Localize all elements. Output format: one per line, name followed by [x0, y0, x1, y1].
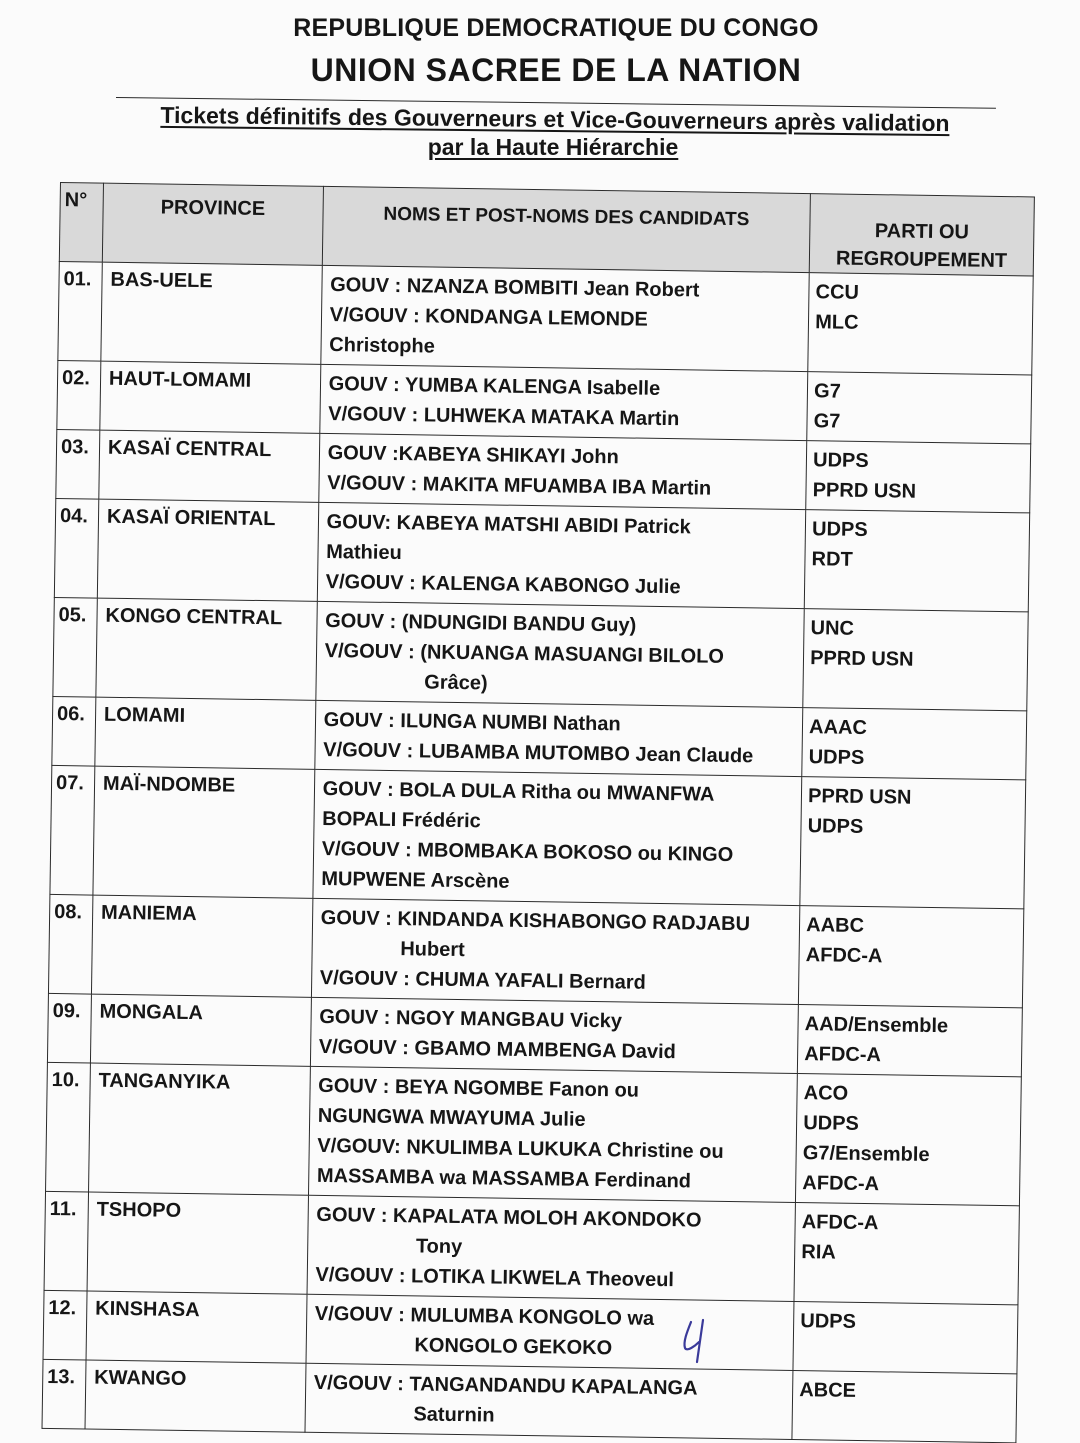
party-entry: CCU	[815, 281, 860, 304]
candidate-line: V/GOUV : CHUMA YAFALI Bernard	[319, 966, 646, 994]
party-entry: MLC	[814, 311, 859, 334]
row-number: 13.	[42, 1359, 86, 1429]
row-province: TSHOPO	[87, 1192, 308, 1294]
row-number: 12.	[43, 1290, 87, 1360]
candidate-line: Tony	[415, 1235, 463, 1259]
row-parties	[793, 1302, 1018, 1374]
candidate-line: V/GOUV : MBOMBAKA BOKOSO ou KINGO	[321, 837, 734, 867]
header-names: NOMS ET POST-NOMS DES CANDIDATS	[322, 186, 811, 272]
candidate-line: V/GOUV : GBAMO MAMBENGA David	[318, 1035, 677, 1064]
row-candidates	[305, 1363, 793, 1439]
party-entry: UDPS	[812, 449, 869, 473]
party-entry: ABCE	[799, 1379, 857, 1402]
table-body	[42, 261, 1033, 1442]
row-candidates	[310, 997, 798, 1073]
party-entry: AFDC-A	[804, 1043, 882, 1067]
party-entry: PPRD USN	[807, 785, 912, 809]
row-parties	[798, 1005, 1023, 1077]
row-number: 04.	[54, 498, 98, 598]
candidate-line: GOUV : NZANZA BOMBITI Jean Robert	[329, 274, 700, 302]
party-entry: G7	[813, 410, 841, 433]
subtitle-line-2: par la Haute Hiérarchie	[427, 134, 679, 160]
table-row	[46, 1062, 1022, 1205]
row-province: KWANGO	[85, 1360, 306, 1432]
row-number: 08.	[48, 894, 92, 994]
row-parties	[807, 372, 1032, 444]
row-province: KONGO CENTRAL	[96, 598, 317, 700]
party-entry: AFDC-A	[802, 1172, 880, 1196]
candidate-line: GOUV :KABEYA SHIKAYI John	[327, 442, 619, 469]
candidate-line: Christophe	[329, 334, 435, 358]
candidate-line: V/GOUV: NKULIMBA LUKUKA Christine ou	[317, 1134, 724, 1163]
row-number: 03.	[56, 429, 100, 499]
row-parties	[794, 1203, 1019, 1305]
party-entry: ACO	[803, 1082, 849, 1105]
row-candidates	[306, 1294, 794, 1370]
row-candidates	[319, 364, 807, 440]
row-province: KINSHASA	[86, 1291, 307, 1363]
candidate-line: GOUV : KINDANDA KISHABONGO RADJABU	[320, 906, 751, 936]
row-parties	[806, 441, 1031, 513]
row-parties	[799, 906, 1024, 1008]
row-province: MANIEMA	[91, 895, 312, 997]
row-number: 06.	[52, 696, 96, 766]
header-party-line-1: PARTI OU	[874, 220, 970, 244]
party-entry: G7/Ensemble	[802, 1142, 930, 1167]
candidate-line: KONGOLO GEKOKO	[414, 1334, 613, 1360]
party-entry: AAD/Ensemble	[804, 1013, 949, 1038]
party-entry: AFDC-A	[805, 944, 883, 968]
candidate-line: Saturnin	[413, 1403, 495, 1427]
candidate-line: V/GOUV : MAKITA MFUAMBA IBA Martin	[327, 471, 712, 500]
candidate-line: GOUV : BOLA DULA Ritha ou MWANFWA	[322, 777, 715, 806]
candidate-line: NGUNGWA MWAYUMA Julie	[317, 1104, 586, 1131]
row-parties	[802, 708, 1027, 780]
candidate-line: MASSAMBA wa MASSAMBA Ferdinand	[316, 1164, 692, 1193]
row-province: KASAÏ ORIENTAL	[97, 499, 318, 601]
candidate-line: V/GOUV : KALENGA KABONGO Julie	[325, 570, 681, 599]
row-parties	[808, 273, 1033, 375]
table-row	[44, 1191, 1019, 1304]
table-row	[42, 1359, 1017, 1442]
row-province: HAUT-LOMAMI	[100, 361, 321, 433]
table-row	[58, 261, 1033, 374]
candidate-line: BOPALI Frédéric	[322, 807, 481, 833]
table-row	[48, 894, 1023, 1007]
row-candidates	[314, 700, 802, 776]
row-number: 11.	[44, 1191, 88, 1291]
tickets-table	[42, 182, 1035, 1443]
row-candidates	[311, 898, 800, 1004]
party-entry: AABC	[806, 914, 865, 938]
party-entry: UNC	[810, 617, 855, 640]
candidate-line: V/GOUV : TANGANDANDU KAPALANGA	[313, 1371, 698, 1400]
row-parties	[792, 1371, 1017, 1443]
row-province: TANGANYIKA	[88, 1063, 310, 1195]
party-entry: PPRD USN	[812, 479, 917, 503]
header-party	[809, 194, 1034, 276]
candidate-line: Mathieu	[326, 540, 402, 565]
candidate-line: GOUV : ILUNGA NUMBI Nathan	[323, 708, 621, 736]
party-entry: UDPS	[800, 1310, 857, 1333]
party-entry: UDPS	[811, 518, 868, 542]
row-number: 09.	[47, 993, 91, 1063]
signature-initial-icon	[677, 1318, 717, 1366]
header-province: PROVINCE	[102, 183, 323, 265]
row-candidates	[308, 1066, 797, 1202]
candidate-line: Hubert	[400, 938, 465, 962]
country-title: REPUBLIQUE DEMOCRATIQUE DU CONGO	[293, 14, 819, 42]
candidate-line: Grâce)	[424, 671, 488, 695]
candidate-line: V/GOUV : LUBAMBA MUTOMBO Jean Claude	[323, 738, 754, 768]
candidate-line: GOUV : NGOY MANGBAU Vicky	[319, 1005, 623, 1033]
table-row	[54, 498, 1029, 611]
party-entry: UDPS	[807, 815, 864, 838]
row-candidates	[320, 265, 809, 371]
row-number: 01.	[58, 261, 102, 361]
row-candidates	[313, 769, 802, 905]
coalition-title: UNION SACREE DE LA NATION	[310, 52, 802, 88]
row-candidates	[307, 1195, 796, 1301]
tickets-table-container	[43, 182, 1035, 1427]
header-num: N°	[59, 183, 103, 263]
row-number: 07.	[50, 765, 95, 895]
table-header-row	[59, 183, 1034, 276]
row-parties	[804, 510, 1029, 612]
candidate-line: V/GOUV : (NKUANGA MASUANGI BILOLO	[324, 639, 725, 668]
row-parties	[796, 1074, 1022, 1206]
party-entry: AFDC-A	[801, 1211, 879, 1235]
candidate-line: GOUV : YUMBA KALENGA Isabelle	[328, 373, 661, 400]
party-entry: UDPS	[803, 1112, 860, 1135]
row-parties	[800, 777, 1026, 909]
party-entry: RDT	[811, 548, 853, 571]
row-province: BAS-UELE	[101, 262, 322, 364]
subtitle-line-1: Tickets définitifs des Gouverneurs et Vice-Gouverneurs après validation	[160, 101, 950, 137]
table-row	[50, 765, 1026, 908]
row-number: 10.	[46, 1062, 91, 1192]
party-entry: G7	[813, 380, 841, 403]
candidate-line: V/GOUV : LOTIKA LIKWELA Theoveul	[315, 1263, 675, 1292]
row-candidates	[317, 502, 806, 608]
candidate-line: GOUV : (NDUNGIDI BANDU Guy)	[325, 609, 637, 637]
party-entry: PPRD USN	[810, 647, 914, 671]
header-party-line-2: REGROUPEMENT	[835, 247, 1008, 273]
candidate-line: V/GOUV : LUHWEKA MATAKA Martin	[328, 403, 680, 431]
candidate-line: V/GOUV : MULUMBA KONGOLO wa	[314, 1302, 655, 1330]
table-row	[53, 597, 1028, 710]
row-parties	[803, 609, 1028, 711]
row-candidates	[318, 433, 806, 509]
row-candidates	[315, 601, 804, 707]
party-entry: AAAC	[808, 716, 868, 740]
candidate-line: GOUV : KAPALATA MOLOH AKONDOKO	[316, 1203, 702, 1232]
row-number: 02.	[57, 360, 101, 430]
party-entry: RIA	[801, 1241, 836, 1264]
candidate-line: V/GOUV : KONDANGA LEMONDE	[329, 304, 648, 331]
candidate-line: MUPWENE Arscène	[321, 867, 510, 893]
row-province: LOMAMI	[95, 697, 316, 769]
candidate-line: GOUV: KABEYA MATSHI ABIDI Patrick	[326, 510, 691, 539]
party-entry: UDPS	[808, 746, 865, 769]
candidate-line: GOUV : BEYA NGOMBE Fanon ou	[318, 1074, 640, 1102]
row-province: MONGALA	[90, 994, 311, 1066]
row-province: KASAÏ CENTRAL	[99, 430, 320, 502]
row-province: MAÏ-NDOMBE	[93, 766, 315, 898]
row-number: 05.	[53, 597, 97, 697]
